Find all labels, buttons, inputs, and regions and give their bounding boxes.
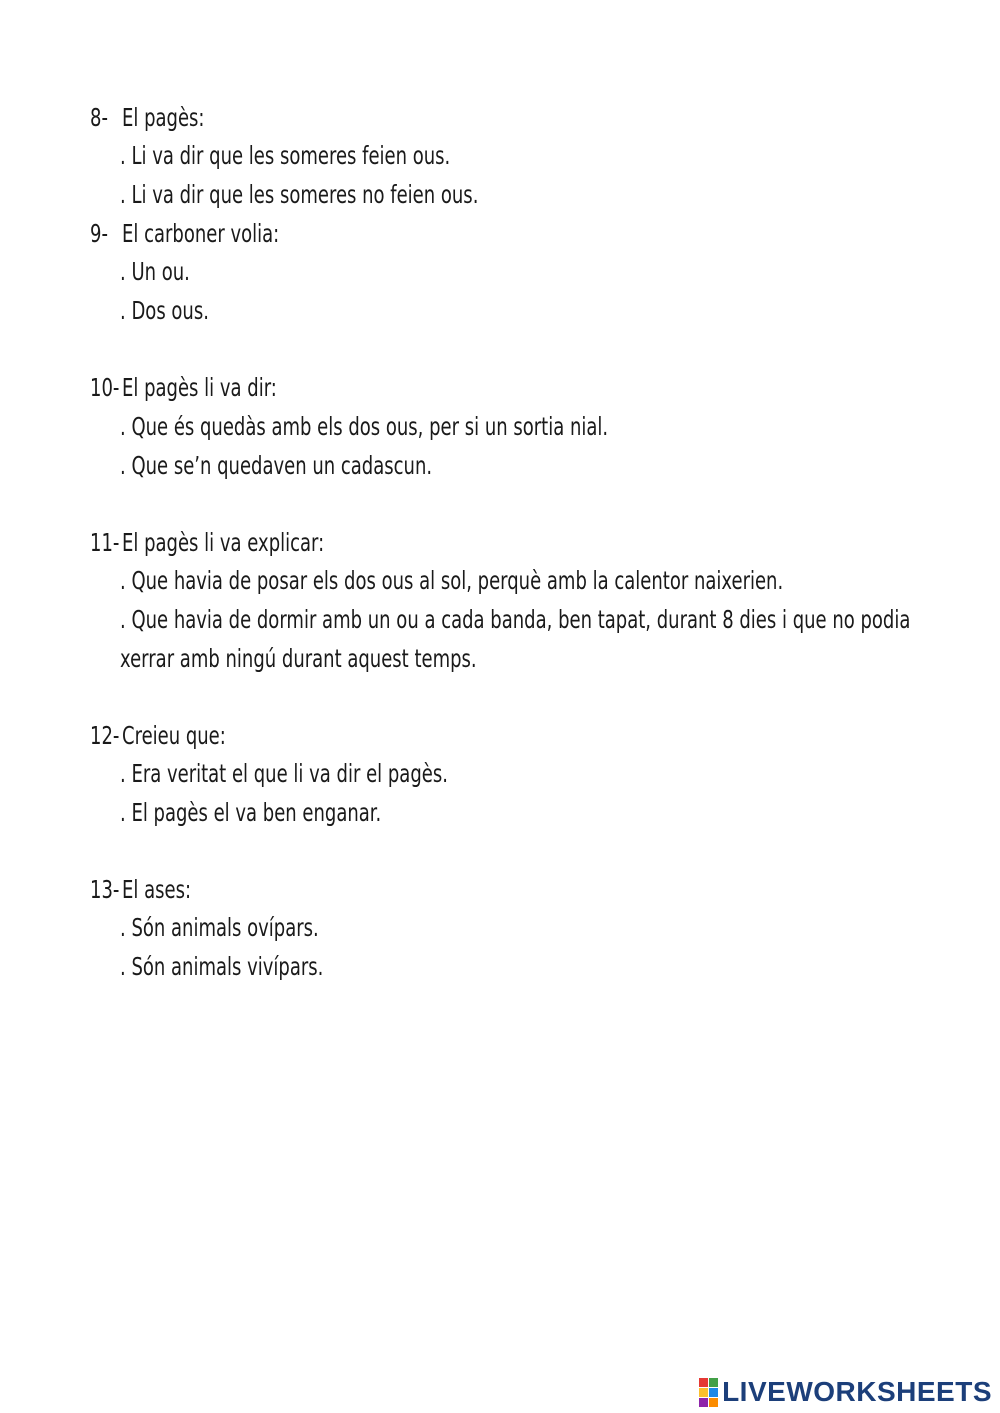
answer-option[interactable]: . Dos ous. xyxy=(120,296,209,325)
answer-option-continuation[interactable]: xerrar amb ningú durant aquest temps. xyxy=(120,644,477,673)
question-prompt: El pagès li va dir: xyxy=(122,373,277,402)
question-number: 11- xyxy=(90,528,120,557)
answer-option[interactable]: . Que se’n quedaven un cadascun. xyxy=(120,451,433,480)
answer-option[interactable]: . Era veritat el que li va dir el pagès. xyxy=(120,759,448,788)
liveworksheets-logo xyxy=(699,1375,992,1409)
answer-option[interactable]: . Són animals ovípars. xyxy=(120,913,319,942)
question-prompt: El pagès li va explicar: xyxy=(122,528,325,557)
question-number: 10- xyxy=(90,373,120,402)
answer-option[interactable]: . Un ou. xyxy=(120,257,190,286)
logo-block xyxy=(709,1378,718,1387)
logo-block xyxy=(699,1388,708,1397)
question-number: 8- xyxy=(90,103,108,132)
logo-block xyxy=(709,1388,718,1397)
question-prompt: El pagès: xyxy=(122,103,205,132)
brand-name: LIVEWORKSHEETS xyxy=(722,1376,992,1407)
logo-blocks-icon xyxy=(699,1378,718,1407)
answer-option[interactable]: . Que havia de posar els dos ous al sol, perquè amb la calentor naixerien. xyxy=(120,566,784,595)
question-prompt: Creieu que: xyxy=(122,721,226,750)
question-number: 9- xyxy=(90,219,108,248)
question-number: 12- xyxy=(90,721,120,750)
answer-option[interactable]: . Que havia de dormir amb un ou a cada banda, ben tapat, durant 8 dies i que no podia xyxy=(120,605,911,634)
answer-option[interactable]: . El pagès el va ben enganar. xyxy=(120,798,382,827)
answer-option[interactable]: . Li va dir que les someres feien ous. xyxy=(120,141,451,170)
question-prompt: El ases: xyxy=(122,875,192,904)
answer-option[interactable]: . Que és quedàs amb els dos ous, per si un sortia nial. xyxy=(120,412,609,441)
logo-block xyxy=(699,1398,708,1407)
logo-block xyxy=(709,1398,718,1407)
logo-block xyxy=(699,1378,708,1387)
question-number: 13- xyxy=(90,875,120,904)
answer-option[interactable]: . Són animals vivípars. xyxy=(120,952,324,981)
answer-option[interactable]: . Li va dir que les someres no feien ous. xyxy=(120,180,479,209)
question-prompt: El carboner volia: xyxy=(122,219,280,248)
